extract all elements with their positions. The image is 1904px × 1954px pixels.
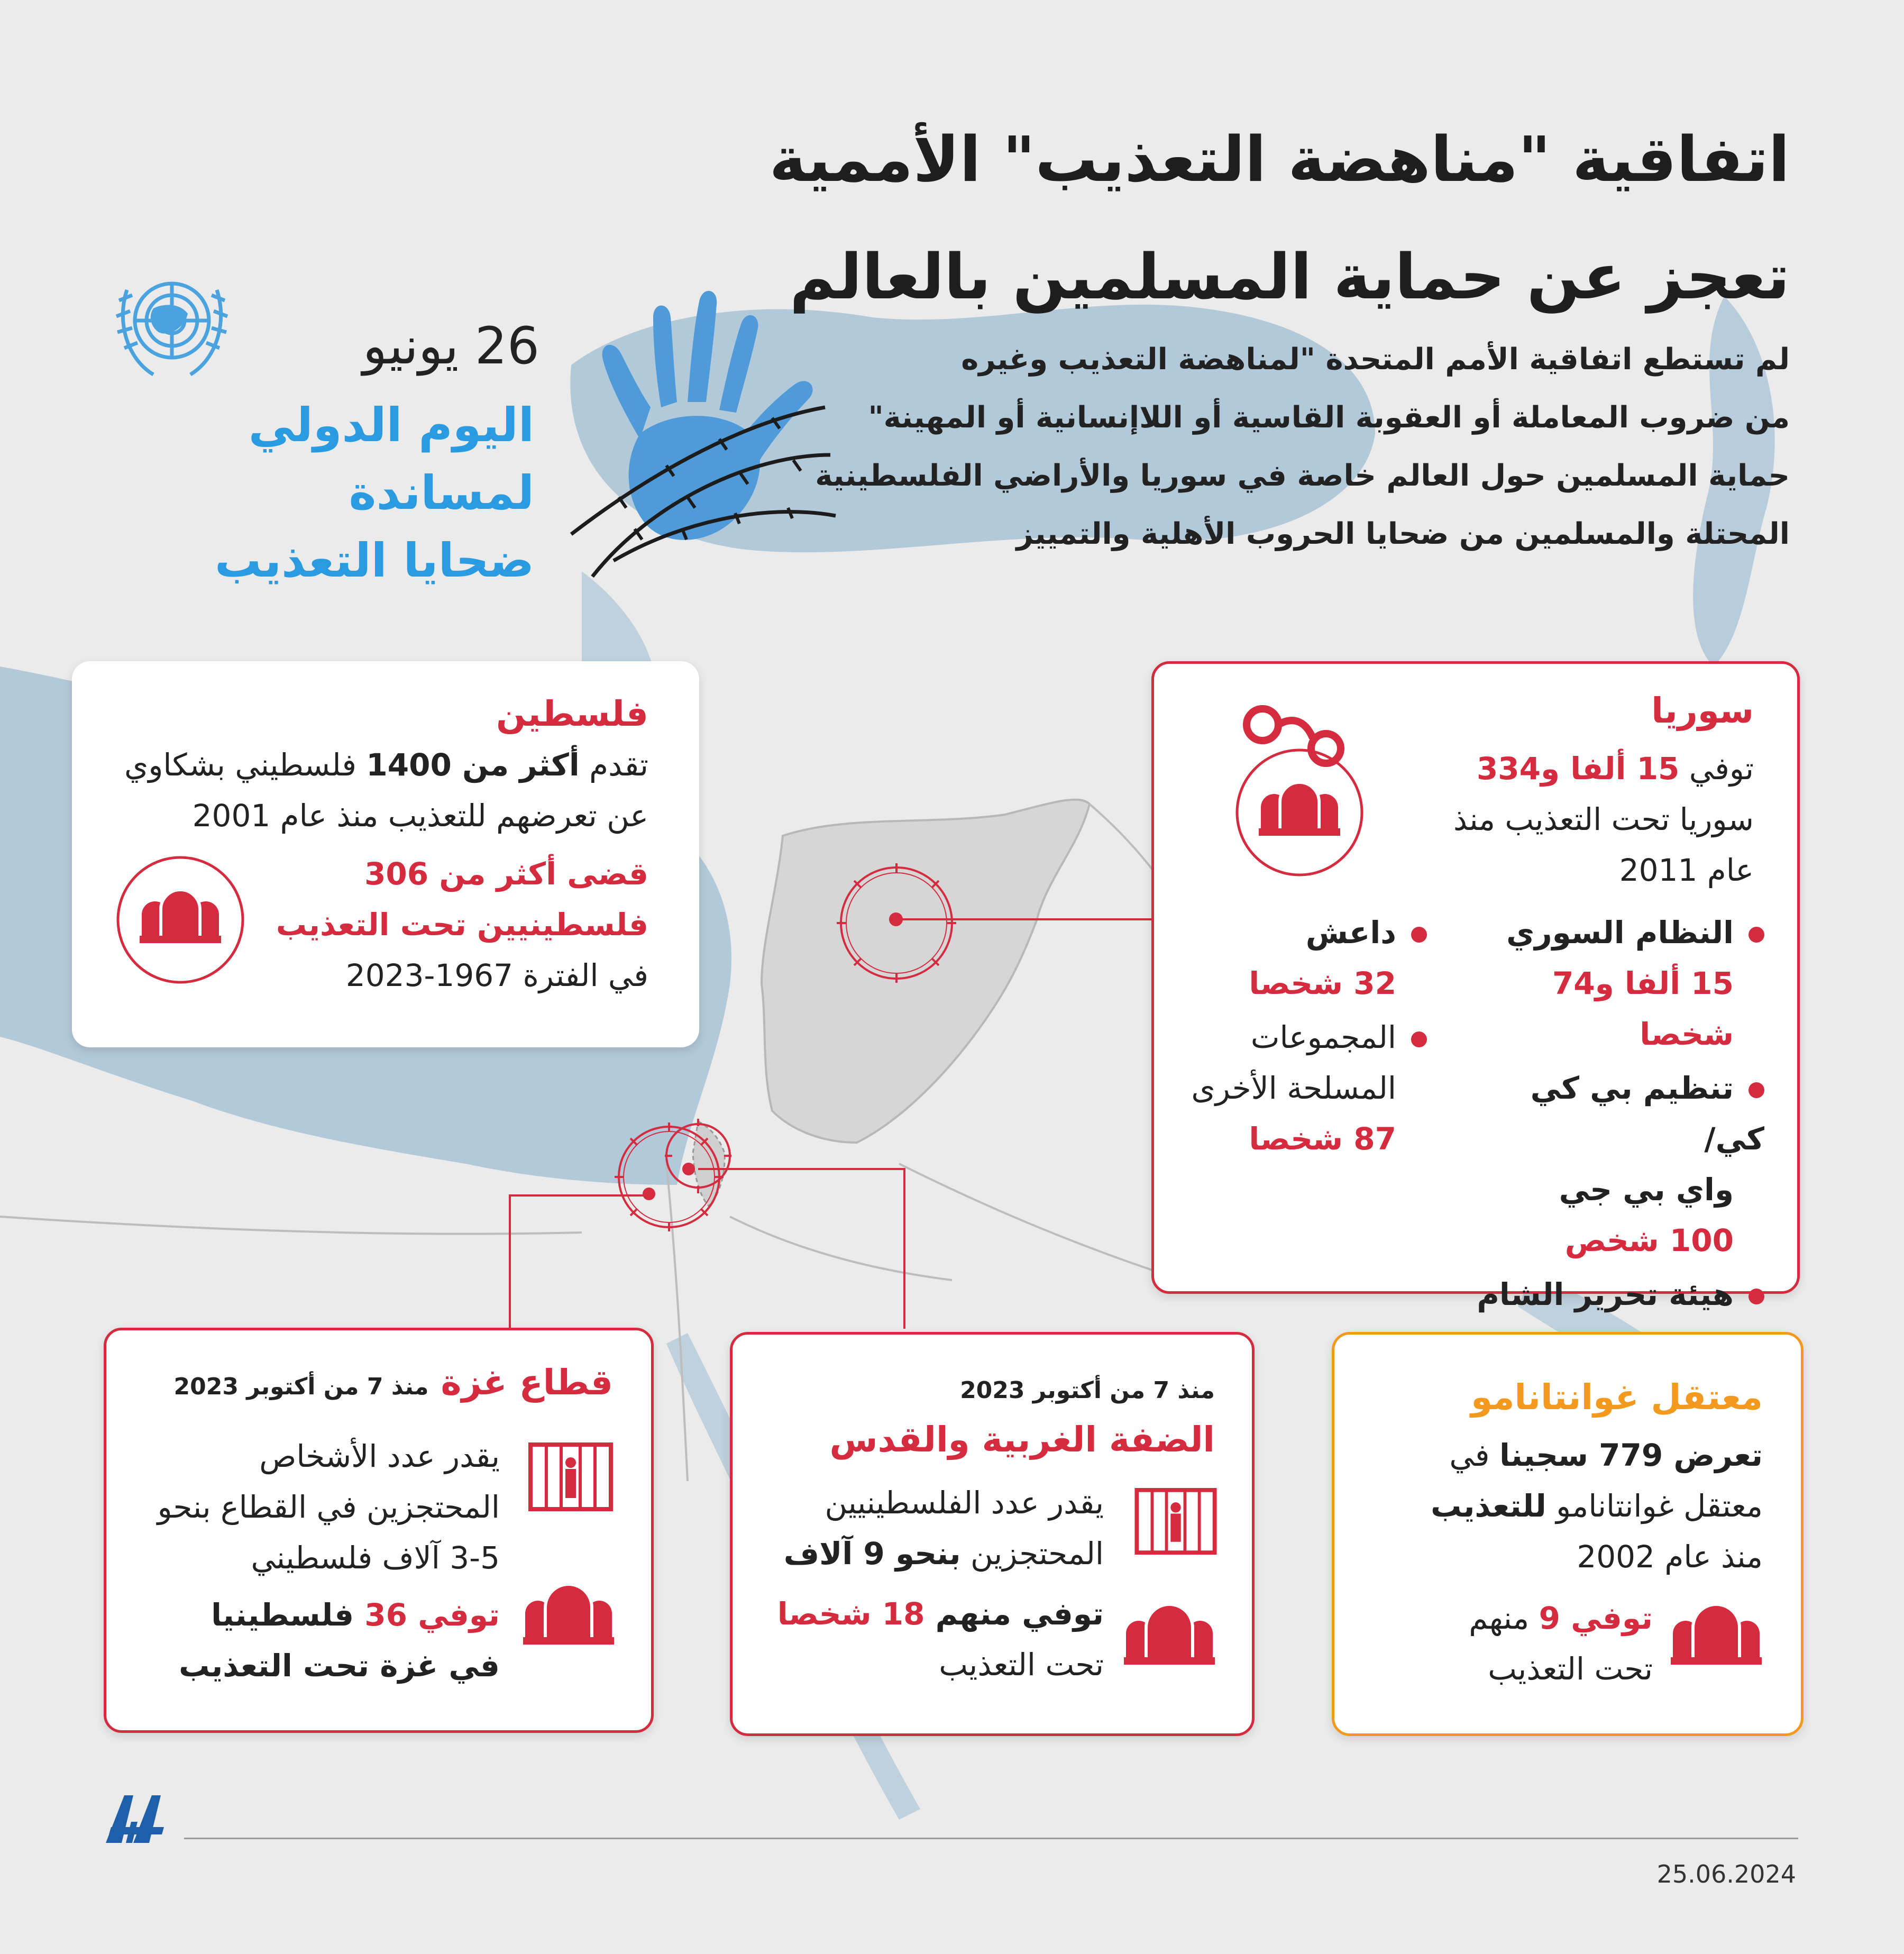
syria-actors-right: النظام السوري 15 ألفا و74 شخصا تنظيم بي كي كي/ واي بي جي 100 شخص هيئة تحرير الشام — [1468, 907, 1764, 1371]
bullet-icon — [1749, 1082, 1764, 1098]
palestine-deaths: قضى أكثر من 306 فلسطينيين تحت التعذيب في الفترة 1967-2023 — [104, 848, 648, 1001]
prison-bars-icon — [1134, 1488, 1217, 1555]
aa-logo-icon — [100, 1790, 169, 1848]
un-emblem-icon — [95, 258, 249, 390]
gaza-deaths: توفي 36 فلسطينيا في غزة تحت التعذيب — [179, 1597, 500, 1684]
palestine-complaints: تقدم أكثر من 1400 فلسطيني بشكاوي — [124, 747, 648, 783]
guantanamo-card — [1332, 1332, 1804, 1736]
tombstones-icon — [1122, 1604, 1217, 1668]
intro-line: لم تستطع اتفاقية الأمم المتحدة "لمناهضة التعذيب وغيره — [961, 342, 1790, 377]
palestine-since: عن تعرضهم للتعذيب منذ عام 2001 — [192, 798, 648, 834]
westbank-detainees: يقدر عدد الفلسطينيين المحتجزين بنحو 9 آلاف — [783, 1485, 1104, 1572]
tombstones-icon — [1669, 1604, 1764, 1668]
bullet-icon — [1411, 1031, 1427, 1047]
intro-line: المحتلة والمسلمين من ضحايا الحروب الأهلية والتمييز — [1016, 517, 1790, 551]
syria-actors-left: داعش 32 شخصا المجموعات المسلحة الأخرى 87 شخصا — [1184, 907, 1427, 1164]
guantanamo-title: معتقل غوانتانامو — [1471, 1377, 1763, 1418]
page-title — [573, 101, 1790, 335]
actor-others: المجموعات — [1184, 1012, 1427, 1063]
footer-date: 25.06.2024 — [1656, 1860, 1796, 1888]
footer-divider — [184, 1838, 1798, 1839]
westbank-since: منذ 7 من أكتوبر 2023 — [960, 1377, 1215, 1404]
bullet-icon — [1749, 927, 1764, 943]
westbank-card — [730, 1332, 1255, 1736]
intro-paragraph — [785, 331, 1790, 563]
occasion-title-line1: اليوم الدولي لمساندة — [248, 398, 534, 520]
prison-bars-icon — [528, 1442, 613, 1511]
barbed-wire-circle-icon — [664, 1111, 733, 1201]
svg-text:AA: AA — [100, 1790, 102, 1791]
tombstones-icon — [1233, 746, 1366, 879]
gaza-card — [104, 1328, 654, 1733]
palestine-card — [72, 661, 699, 1047]
westbank-deaths: توفي منهم 18 شخصا تحت التعذيب — [777, 1596, 1104, 1683]
barbed-wire-circle-icon — [830, 857, 963, 989]
occasion-title — [58, 391, 534, 595]
syria-summary: توفي 15 ألفا و334 سوريا تحت التعذيب منذ عام 2011 — [1453, 751, 1754, 888]
syria-title: سوريا — [1651, 690, 1754, 731]
intro-line: حماية المسلمين حول العالم خاصة في سوريا والأراضي الفلسطينية — [815, 459, 1790, 493]
gaza-header: قطاع غزة منذ 7 من أكتوبر 2023 — [173, 1362, 613, 1403]
westbank-title: الضفة الغربية والقدس — [829, 1419, 1215, 1460]
actor-pkk: تنظيم بي كي كي/ — [1530, 1070, 1764, 1157]
guantanamo-deaths: توفي 9 منهم تحت التعذيب — [1469, 1600, 1653, 1687]
actor-isis: داعش — [1184, 907, 1427, 958]
bullet-icon — [1411, 927, 1427, 943]
intro-line: من ضروب المعاملة أو العقوبة القاسية أو اللاإنسانية أو المهينة" — [868, 400, 1790, 435]
syria-card — [1151, 661, 1800, 1312]
occasion-date: 26 يونيو — [362, 316, 539, 376]
tombstones-icon — [521, 1584, 616, 1648]
actor-regime: النظام السوري — [1468, 907, 1764, 958]
palestine-title: فلسطين — [496, 693, 648, 734]
actor-hts: هيئة تحرير الشام — [1468, 1269, 1764, 1320]
bullet-icon — [1749, 1289, 1764, 1304]
occasion-title-line2: ضحايا التعذيب — [214, 533, 534, 588]
guantanamo-detainees: تعرض 779 سجينا في معتقل غوانتانامو للتعذيب منذ عام 2002 — [1431, 1437, 1763, 1575]
page-title-line1: اتفاقية "مناهضة التعذيب" الأممية — [769, 123, 1790, 196]
gaza-detainees: يقدر عدد الأشخاص المحتجزين في القطاع بنحو 3-5 آلاف فلسطيني — [157, 1438, 500, 1576]
tombstones-icon — [114, 854, 246, 986]
page-title-line2: تعجز عن حماية المسلمين بالعالم — [789, 240, 1790, 313]
